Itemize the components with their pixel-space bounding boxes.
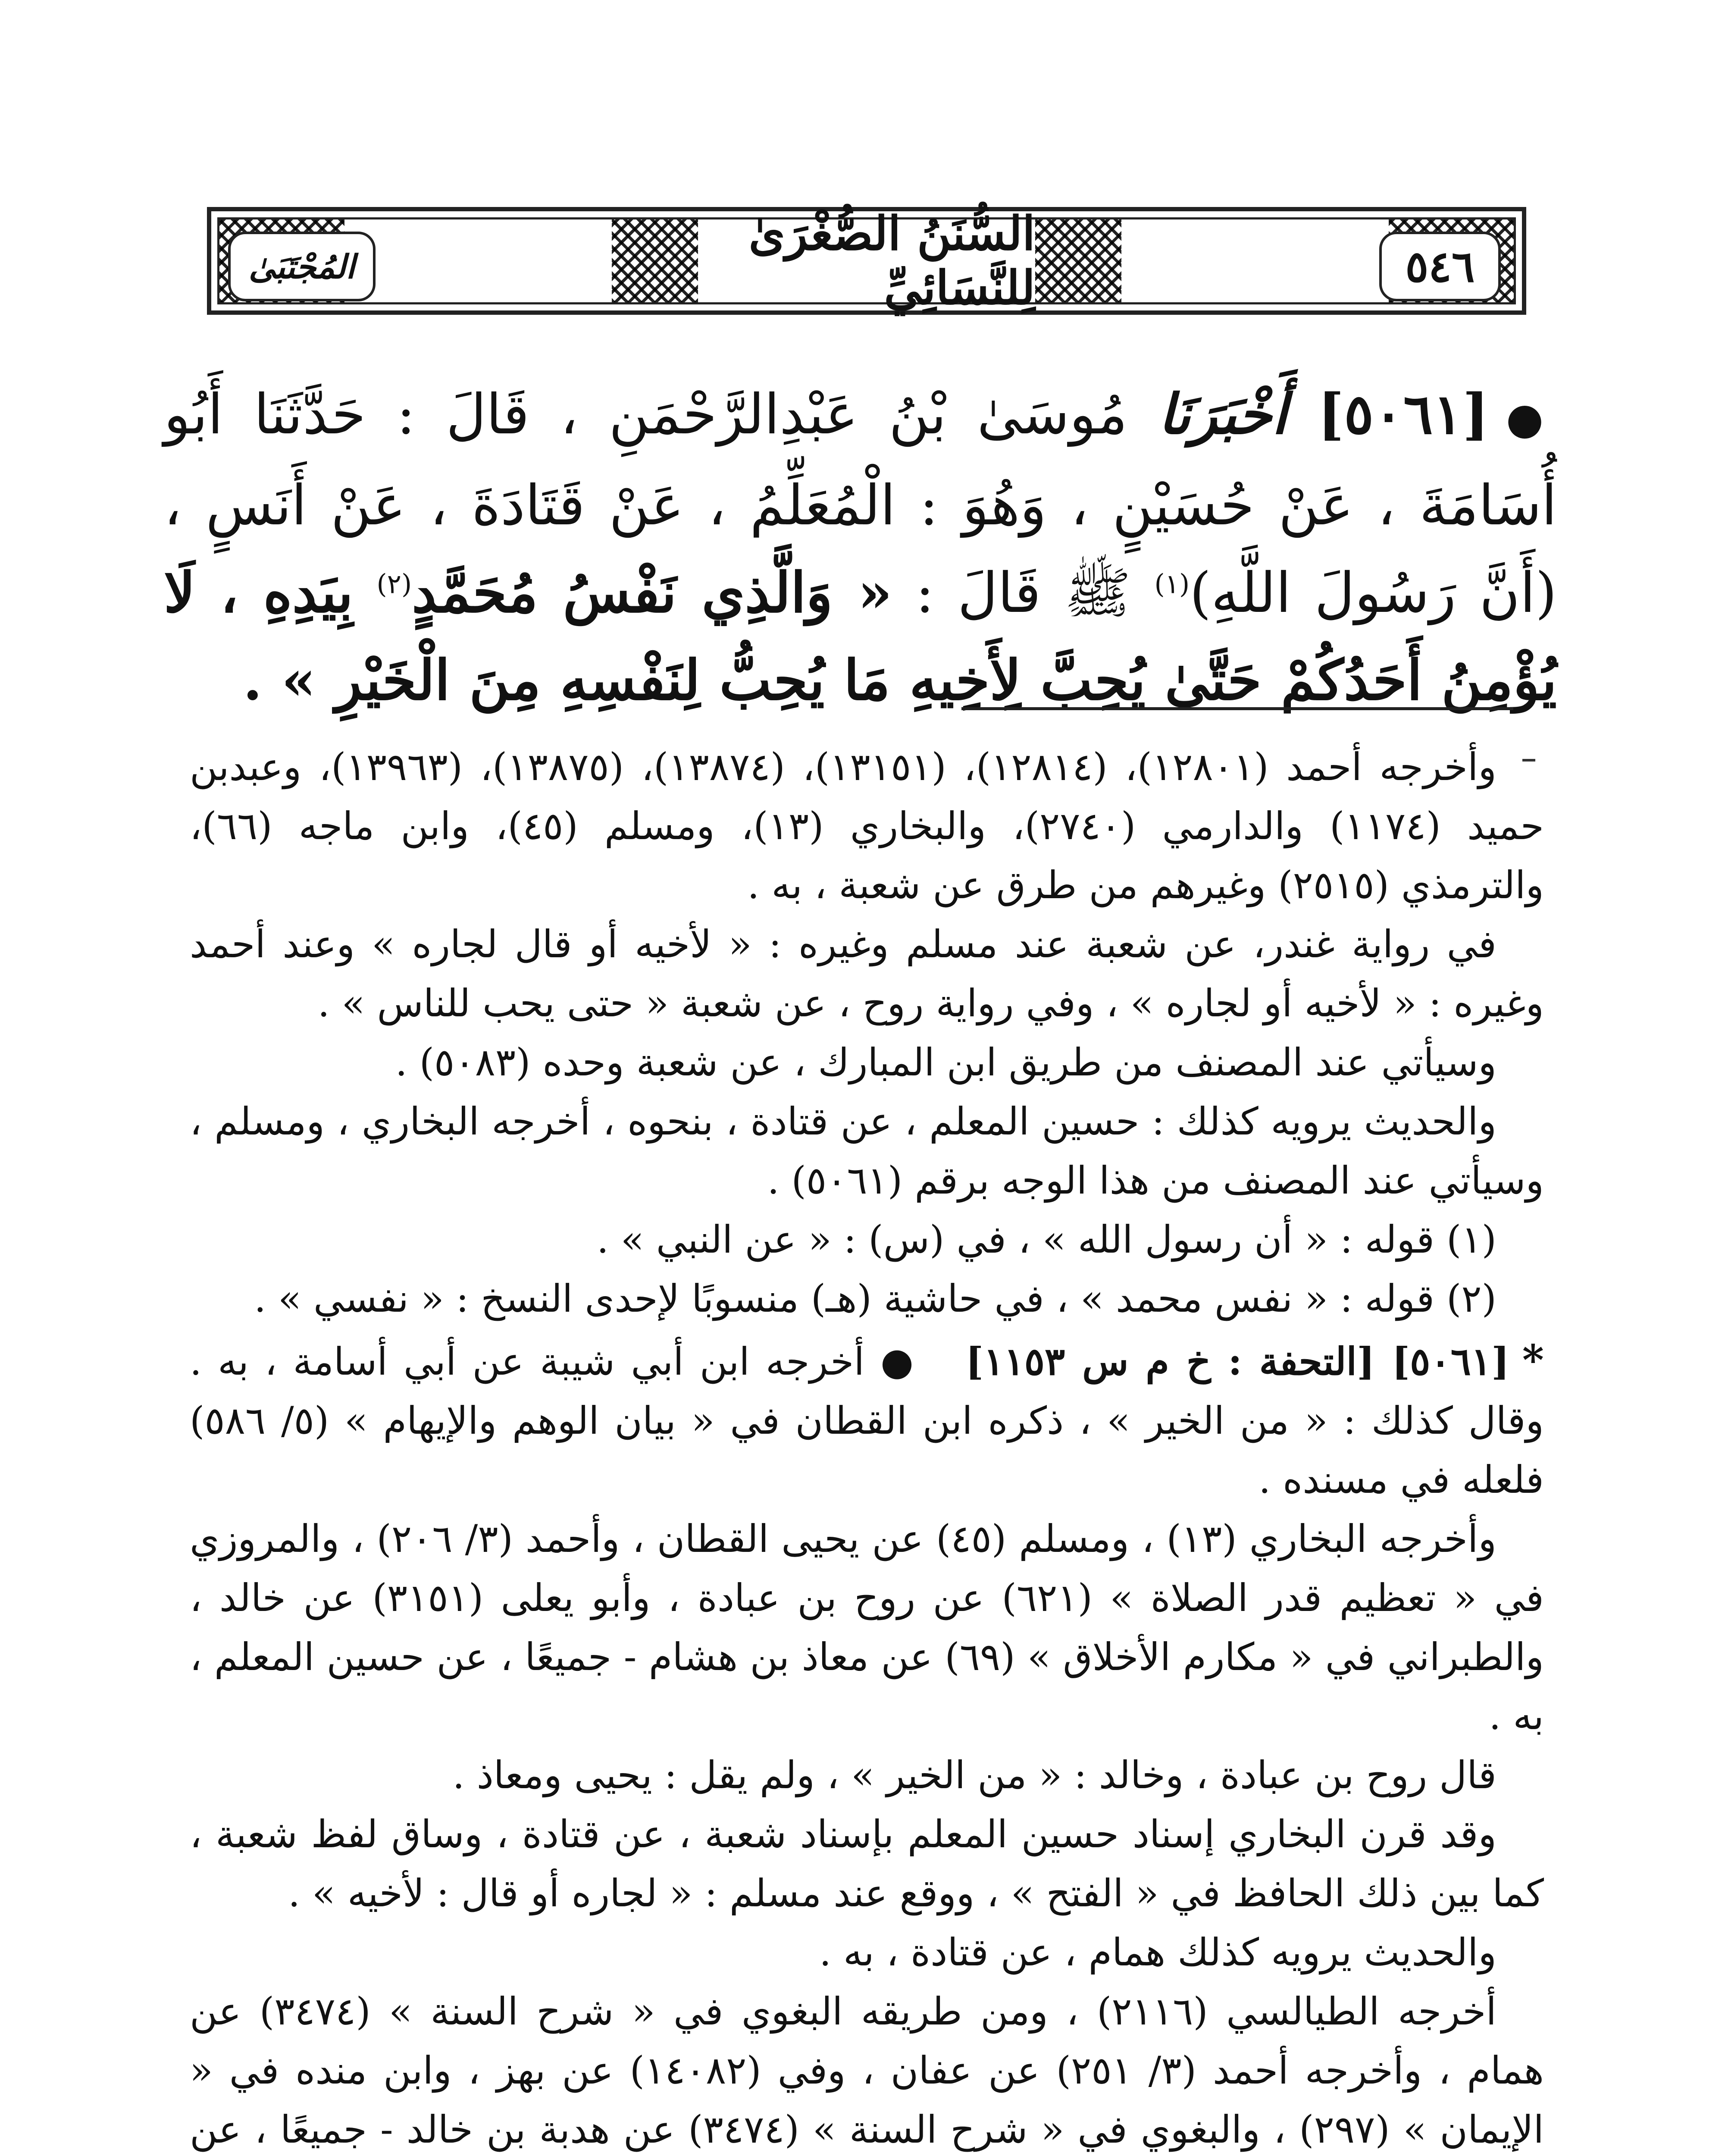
note-takhrij-8: والحديث يرويه كذلك همام ، عن قتادة ، به . xyxy=(819,1930,1496,1974)
hadith-text xyxy=(164,371,1557,724)
footnote-2: (٢) قوله : « نفس محمد » ، في حاشية (هـ) منسوبًا لإحدى النسخ : « نفسي » . xyxy=(254,1276,1496,1321)
footnote-ref-2: (٢) xyxy=(376,568,412,600)
tahqiq-text: ● أخرجه ابن أبي شيبة عن أبي أسامة ، به . وقال كذلك : « من الخير » ، ذكره ابن القطان في « بيان الوهم والإيهام » (٥/ ٥٨٦) فلعله في مسنده . xyxy=(190,1339,1544,1502)
series-title: المُجْتَبَىٰ xyxy=(228,232,376,301)
hadith-number: [٥٠٦١] xyxy=(1318,382,1489,447)
hadith-matn-start: « وَالَّذِي نَفْسُ مُحَمَّدٍ xyxy=(412,561,892,625)
header-frame xyxy=(217,207,1516,315)
hadith-matn-end: بِيَدِهِ ، لَا يُؤْمِنُ أَحَدُكُمْ حَتَّىٰ يُحِبَّ لِأَخِيهِ مَا يُحِبُّ لِنَفْسِهِ مِنَ الْخَيْرِ » . xyxy=(164,561,1557,713)
note-takhrij-2: في رواية غندر، عن شعبة عند مسلم وغيره : « لأخيه أو قال لجاره » وعند أحمد وغيره : « لأخيه أو لجاره » ، وفي رواية روح ، عن شعبة « حتى يحب للناس » . xyxy=(190,922,1544,1025)
tahqiq-reference: [٥٠٦١] [التحفة : خ م س ١١٥٣] xyxy=(965,1339,1509,1384)
note-takhrij-4: والحديث يرويه كذلك : حسين المعلم ، عن قتادة ، بنحوه ، أخرجه البخاري ، ومسلم ، وسيأتي عند المصنف من هذا الوجه برقم (٥٠٦١) . xyxy=(190,1099,1544,1203)
page-header xyxy=(207,207,1526,315)
bullet-icon: ● xyxy=(1506,393,1557,444)
note-takhrij-1: وأخرجه أحمد (١٢٨٠١)، (١٢٨١٤)، (١٣١٥١)، (١٣٨٧٤)، (١٣٨٧٥)، (١٣٩٦٣)، وعبدبن حميد (١١٧٤) والدارمي (٢٧٤٠)، والبخاري (١٣)، ومسلم (٤٥)، وابن ماجه (٦٦)، والترمذي (٢٥١٥) وغيرهم من طرق عن شعبة ، به . xyxy=(190,745,1544,907)
ornament-left-inner xyxy=(612,219,698,302)
book-title: السُّنَنُ الصُّغْرَىٰ لِلنَّسَائِيِّ xyxy=(748,207,1035,315)
note-takhrij-7: وقد قرن البخاري إسناد حسين المعلم بإسناد شعبة ، عن قتادة ، وساق لفظ شعبة ، كما بين ذلك الحافظ في « الفتح » ، ووقع عند مسلم : « لجاره أو قال : لأخيه » . xyxy=(190,1812,1544,1915)
footnote-1: (١) قوله : « أن رسول الله » ، في (س) : « عن النبي » . xyxy=(596,1217,1496,1262)
note-takhrij-3: وسيأتي عند المصنف من طريق ابن المبارك ، عن شعبة وحده (٥٠٨٣) . xyxy=(395,1040,1496,1084)
footnotes xyxy=(190,737,1544,2156)
ornament-right-inner xyxy=(1035,219,1121,302)
hadith-isnad-end: ﷺ قَالَ : xyxy=(915,561,1131,625)
tahqiq-note xyxy=(190,1331,1544,1509)
page-number: ٥٤٦ xyxy=(1379,232,1501,301)
note-takhrij-9: أخرجه الطيالسي (٢١١٦) ، ومن طريقه البغوي في « شرح السنة » (٣٤٧٤) عن همام ، وأخرجه أحمد (٣/ ٢٥١) عن عفان ، وفي (١٤٠٨٢) عن بهز ، وابن منده في « الإيمان » (٢٩٧) ، والبغوي في « شرح السنة » (٣٤٧٤) عن هدبة بن خالد - جميعًا ، عن xyxy=(190,1989,1544,2152)
footnote-separator xyxy=(961,707,1513,710)
hadith-opening: أَخْبَرَنَا xyxy=(1158,382,1287,447)
star-icon: * xyxy=(1522,1336,1544,1385)
note-takhrij-5: وأخرجه البخاري (١٣) ، ومسلم (٤٥) عن يحيى القطان ، وأحمد (٣/ ٢٠٦) ، والمروزي في « تعظيم قدر الصلاة » (٦٢١) عن روح بن عبادة ، وأبو يعلى (٣١٥١) عن خالد ، والطبراني في « مكارم الأخلاق » (٦٩) عن معاذ بن هشام - جميعًا ، عن حسين المعلم ، به . xyxy=(190,1517,1544,1738)
note-takhrij-6: قال روح بن عبادة ، وخالد : « من الخير » ، ولم يقل : يحيى ومعاذ . xyxy=(452,1753,1496,1797)
hadith-isnad: مُوسَىٰ بْنُ عَبْدِالرَّحْمَنِ ، قَالَ : حَدَّثَنَا أَبُو أُسَامَةَ ، عَنْ حُسَيْنٍ ، وَهُوَ : الْمُعَلِّمُ ، عَنْ قَتَادَةَ ، عَنْ أَنَسٍ ، (أَنَّ رَسُولَ اللَّهِ) xyxy=(164,382,1557,625)
footnote-ref-1: (١) xyxy=(1154,568,1190,600)
